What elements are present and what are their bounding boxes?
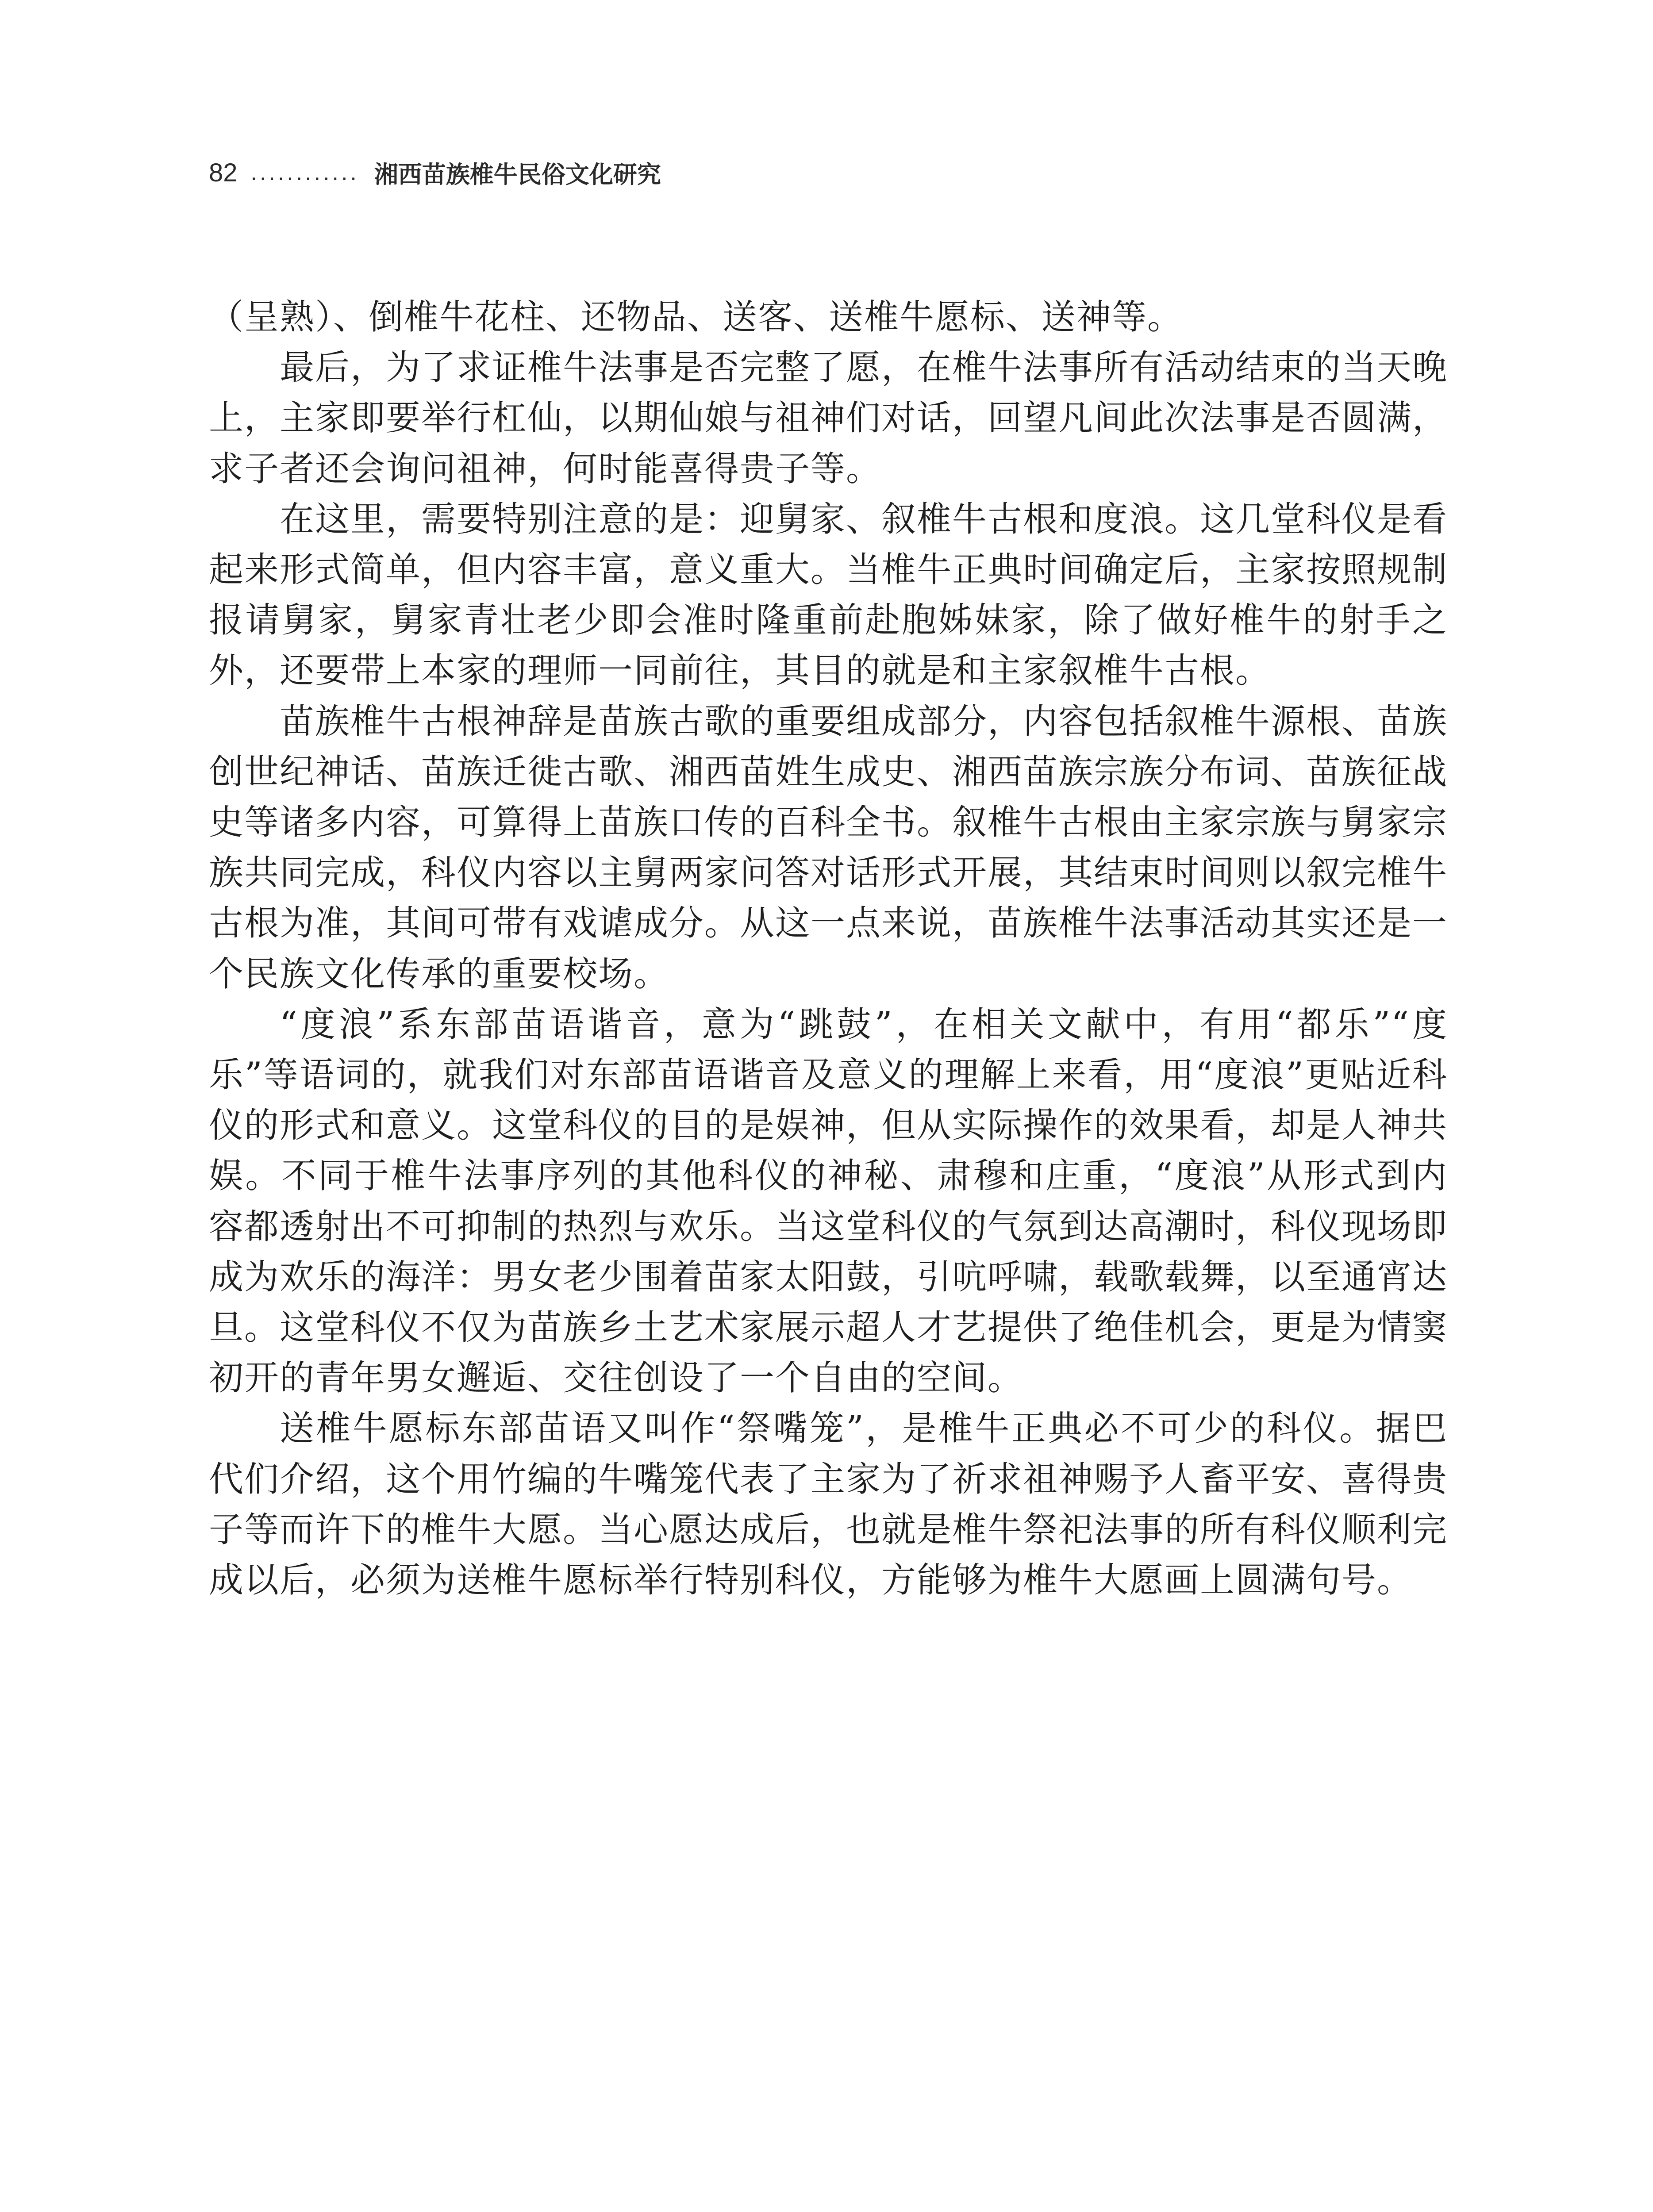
paragraph-continuation: （呈熟）、倒椎牛花柱、还物品、送客、送椎牛愿标、送神等。 [209,297,1183,337]
body-text [209,292,1448,1605]
paragraph: 送椎牛愿标东部苗语又叫作“祭嘴笼”，是椎牛正典必不可少的科仪。据巴代们介绍，这个用竹编的牛嘴笼代表了主家为了祈求祖神赐予人畜平安、喜得贵子等而许下的椎牛大愿。当心愿达成后，也就是椎牛祭祀法事的所有科仪顺利完成以后，必须为送椎牛愿标举行特别科仪，方能够为椎牛大愿画上圆满句号。 [209,1409,1448,1601]
page-number: 82 [209,158,238,187]
paragraph: 最后，为了求证椎牛法事是否完整了愿，在椎牛法事所有活动结束的当天晚上，主家即要举行杠仙，以期仙娘与祖神们对话，回望凡间此次法事是否圆满，求子者还会询问祖神，何时能喜得贵子等。 [209,348,1448,489]
paragraph: 苗族椎牛古根神辞是苗族古歌的重要组成部分，内容包括叙椎牛源根、苗族创世纪神话、苗族迁徙古歌、湘西苗姓生成史、湘西苗族宗族分布词、苗族征战史等诸多内容，可算得上苗族口传的百科全书。叙椎牛古根由主家宗族与舅家宗族共同完成，科仪内容以主舅两家问答对话形式开展，其结束时间则以叙完椎牛古根为准，其间可带有戏谑成分。从这一点来说，苗族椎牛法事活动其实还是一个民族文化传承的重要校场。 [209,701,1448,994]
running-header [209,146,661,199]
book-title: 湘西苗族椎牛民俗文化研究 [374,160,661,188]
header-dot-leader: ............ [250,160,359,185]
paragraph: “度浪”系东部苗语谐音，意为“跳鼓”，在相关文献中，有用“都乐”“度乐”等语词的，就我们对东部苗语谐音及意义的理解上来看，用“度浪”更贴近科仪的形式和意义。这堂科仪的目的是娱神，但从实际操作的效果看，却是人神共娱。不同于椎牛法事序列的其他科仪的神秘、肃穆和庄重，“度浪”从形式到内容都透射出不可抑制的热烈与欢乐。当这堂科仪的气氛到达高潮时，科仪现场即成为欢乐的海洋：男女老少围着苗家太阳鼓，引吭呼啸，载歌载舞，以至通宵达旦。这堂科仪不仅为苗族乡土艺术家展示超人才艺提供了绝佳机会，更是为情窦初开的青年男女邂逅、交往创设了一个自由的空间。 [209,1004,1448,1398]
paragraph: 在这里，需要特别注意的是：迎舅家、叙椎牛古根和度浪。这几堂科仪是看起来形式简单，但内容丰富，意义重大。当椎牛正典时间确定后，主家按照规制报请舅家，舅家青壮老少即会准时隆重前赴胞姊妹家，除了做好椎牛的射手之外，还要带上本家的理师一同前往，其目的就是和主家叙椎牛古根。 [209,499,1448,691]
